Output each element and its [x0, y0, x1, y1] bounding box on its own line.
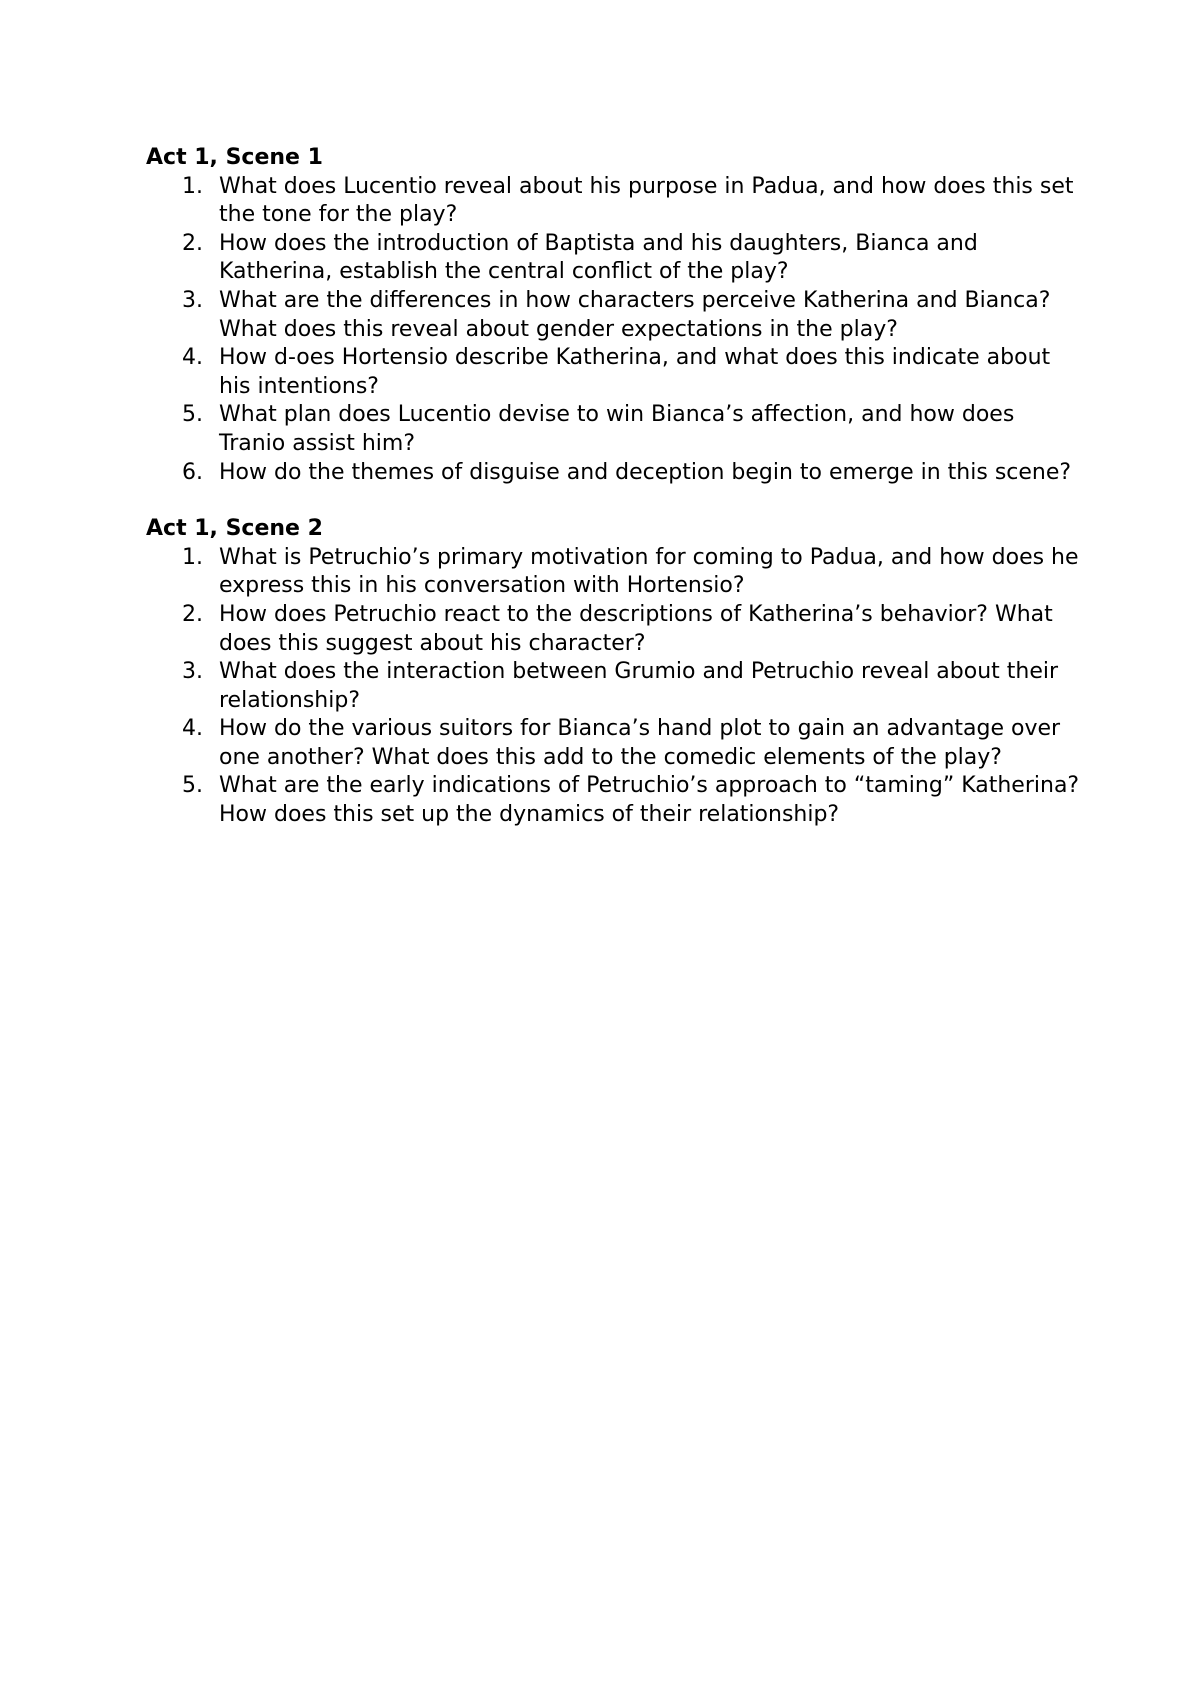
section-heading: Act 1, Scene 1 — [146, 145, 323, 170]
question-item — [146, 287, 1086, 344]
question-text: What does Lucentio reveal about his purpose in Padua, and how does this set the tone for the play? — [219, 173, 1074, 228]
question-text: How does the introduction of Baptista and his daughters, Bianca and Katherina, establish the central conflict of the play? — [219, 230, 978, 285]
section-act1-scene1 — [146, 144, 1086, 487]
question-item — [146, 173, 1086, 230]
question-text: What plan does Lucentio devise to win Bianca’s affection, and how does Tranio assist him? — [219, 402, 1015, 456]
question-item — [146, 601, 1086, 658]
question-item — [146, 658, 1086, 715]
question-number: 3. — [182, 287, 203, 313]
question-text: How do the themes of disguise and deception begin to emerge in this scene? — [219, 459, 1072, 485]
question-item — [146, 459, 1086, 488]
question-number: 2. — [182, 601, 203, 627]
question-text: What is Petruchio’s primary motivation for coming to Padua, and how does he express this in his conversation with Hortensio? — [219, 544, 1079, 599]
question-item — [146, 544, 1086, 601]
section-act1-scene2 — [146, 515, 1086, 830]
question-text: What are the differences in how characters perceive Katherina and Bianca? What does this reveal about gender expectations in the play? — [219, 287, 1051, 342]
question-text: How do the various suitors for Bianca’s hand plot to gain an advantage over one another? What does this add to the comedic elements of the play? — [219, 716, 1061, 770]
document-content — [146, 144, 1086, 830]
question-number: 6. — [182, 459, 203, 485]
question-item — [146, 772, 1086, 829]
question-number: 3. — [182, 659, 203, 685]
question-number: 1. — [182, 173, 203, 199]
question-item — [146, 230, 1086, 287]
question-item — [146, 344, 1086, 401]
question-item — [146, 715, 1086, 772]
question-number: 1. — [182, 544, 203, 570]
question-number: 4. — [182, 345, 203, 371]
question-text: What are the early indications of Petruchio’s approach to “taming” Katherina? How does this set up the dynamics of their relationship? — [219, 773, 1080, 828]
question-number: 2. — [182, 230, 203, 256]
question-text: What does the interaction between Grumio and Petruchio reveal about their relationship? — [219, 659, 1059, 713]
question-number: 5. — [182, 773, 203, 799]
question-list — [146, 173, 1086, 488]
question-text: How d-oes Hortensio describe Katherina, and what does this indicate about his intentions? — [219, 345, 1051, 399]
question-number: 5. — [182, 402, 203, 428]
section-heading: Act 1, Scene 2 — [146, 516, 323, 542]
question-list — [146, 544, 1086, 830]
question-number: 4. — [182, 716, 203, 742]
question-text: How does Petruchio react to the descriptions of Katherina’s behavior? What does this suggest about his character? — [219, 601, 1053, 656]
question-item — [146, 401, 1086, 458]
